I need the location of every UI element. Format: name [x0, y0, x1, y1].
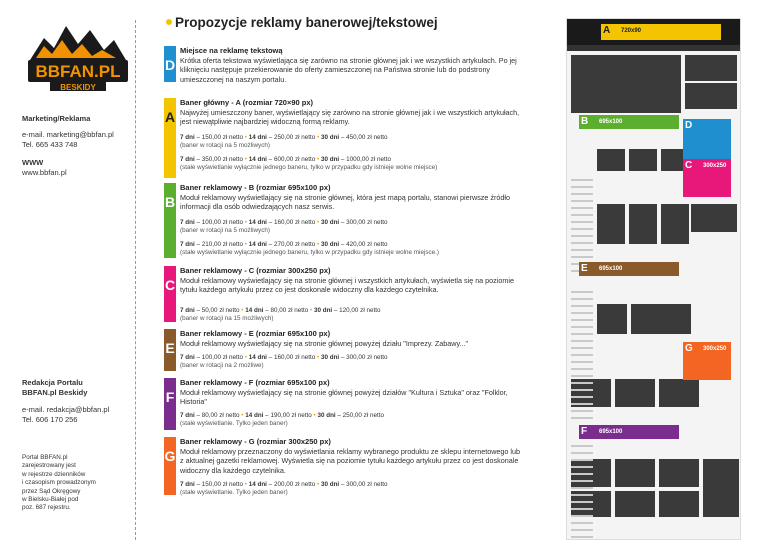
price-value: – 80,00 zł netto	[263, 307, 310, 314]
price-value: – 300,00 zł netto	[339, 219, 388, 226]
price-value: – 1000,00 zł netto	[339, 156, 391, 163]
price-value: – 200,00 zł netto	[266, 481, 317, 488]
banner-size: 695x100	[599, 429, 623, 435]
bullet-icon: •	[241, 412, 246, 419]
preview-thumbnail	[631, 304, 661, 334]
price-note: (stałe wyświetlanie wyłącznie jednego baneru, tylko w przypadku gdy istnieje wolne miejsce)	[180, 164, 438, 171]
price-period: 30 dni	[317, 412, 336, 419]
legal-line: poz. 687 rejestru.	[22, 504, 71, 512]
preview-banner-e	[579, 262, 679, 276]
preview-text-line	[571, 445, 593, 447]
section-heading: Baner reklamowy - E (rozmiar 695x100 px)	[180, 329, 331, 338]
section-text	[180, 266, 525, 295]
price-value: – 160,00 zł netto	[266, 219, 317, 226]
preview-text-line	[571, 382, 593, 384]
preview-text-line	[571, 529, 593, 531]
preview-banner-c	[683, 159, 731, 197]
price-period: 14 dni	[248, 241, 267, 248]
banner-size: 300x250	[703, 163, 727, 169]
price-period: 7 dni	[180, 219, 195, 226]
www-heading: WWW	[22, 158, 44, 167]
banner-letter: B	[581, 116, 589, 127]
section-marker: F	[164, 378, 176, 430]
price-value: – 300,00 zł netto	[339, 481, 388, 488]
price-value: – 150,00 zł netto	[194, 134, 245, 141]
preview-thumbnail	[571, 55, 681, 113]
preview-text-line	[571, 410, 593, 412]
legal-line: przez Sąd Okręgowy	[22, 487, 81, 495]
preview-nav	[567, 45, 741, 51]
preview-text-line	[571, 291, 593, 293]
preview-text-line	[571, 200, 593, 202]
bullet-icon: •	[244, 354, 249, 361]
preview-thumbnail	[629, 149, 657, 171]
bullet-icon: •	[241, 307, 246, 314]
price-note: (baner w rotacji na 5 możliwych)	[180, 142, 270, 149]
price-value: – 250,00 zł netto	[335, 412, 384, 419]
price-value: – 160,00 zł netto	[266, 354, 317, 361]
bullet-icon: •	[244, 481, 249, 488]
banner-letter: F	[581, 426, 588, 437]
price-value: – 270,00 zł netto	[266, 241, 317, 248]
preview-text-line	[571, 256, 593, 258]
preview-text-line	[571, 368, 593, 370]
section-heading: Baner reklamowy - B (rozmiar 695x100 px)	[180, 183, 331, 192]
preview-text-line	[571, 494, 593, 496]
banner-letter: A	[603, 25, 611, 36]
preview-text-line	[571, 312, 593, 314]
section-body: Najwyżej umieszczony baner, wyświetlający się zarówno na stronie głównej jak i we wszystkich artykułach, jest niewątpliwie najbardziej widoczną formą reklamy.	[180, 107, 520, 126]
bullet-icon: •	[244, 134, 249, 141]
logo-subtext: BESKIDY	[60, 83, 96, 92]
price-row	[180, 354, 525, 370]
price-value: – 190,00 zł netto	[263, 412, 314, 419]
preview-thumbnail	[597, 204, 625, 244]
page-title: Propozycje reklamy banerowej/tekstowej	[175, 15, 438, 30]
banner-size: 300x250	[703, 346, 727, 352]
legal-line: Portal BBFAN.pl	[22, 454, 68, 461]
preview-text-line	[571, 396, 593, 398]
section-body: Moduł reklamowy wyświetlający się na stronie głównej, która jest mapą portalu, stanowi pierwsze źródło informacji dla osób odwiedzających nasz serwis.	[180, 192, 510, 211]
price-period: 30 dni	[320, 219, 340, 226]
price-period: 7 dni	[180, 134, 195, 141]
preview-text-line	[571, 459, 593, 461]
preview-banner-g	[683, 342, 731, 380]
editorial-heading: Redakcja Portalu	[22, 378, 83, 387]
price-period: 14 dni	[248, 219, 267, 226]
preview-thumbnail	[597, 149, 625, 171]
bullet-icon: •	[317, 241, 321, 248]
preview-text-line	[571, 466, 593, 468]
preview-text-line	[571, 298, 593, 300]
preview-thumbnail	[685, 83, 737, 109]
preview-text-line	[571, 221, 593, 223]
price-period: 7 dni	[180, 241, 195, 248]
price-row	[180, 241, 525, 257]
section-text	[180, 183, 525, 212]
preview-text-line	[571, 508, 593, 510]
price-row	[180, 219, 525, 235]
price-value: – 100,00 zł netto	[194, 219, 245, 226]
price-period: 14 dni	[248, 156, 267, 163]
preview-text-line	[571, 319, 593, 321]
section-heading: Baner główny - A (rozmiar 720×90 px)	[180, 98, 314, 107]
price-period: 7 dni	[180, 156, 195, 163]
price-value: – 120,00 zł netto	[332, 307, 381, 314]
legal-line: zarejestrowany jest	[22, 462, 76, 470]
price-value: – 450,00 zł netto	[339, 134, 388, 141]
preview-text-line	[571, 249, 593, 251]
preview-text-line	[571, 515, 593, 517]
price-value: – 210,00 zł netto	[194, 241, 245, 248]
preview-text-line	[571, 375, 593, 377]
price-note: (baner w rotacji na 5 możliwych)	[180, 227, 270, 234]
price-period: 7 dni	[180, 481, 195, 488]
preview-text-line	[571, 522, 593, 524]
price-period: 7 dni	[180, 307, 195, 314]
section-text	[180, 46, 525, 84]
banner-letter: G	[685, 343, 693, 354]
banner-letter: D	[685, 120, 693, 131]
www-link[interactable]: www.bbfan.pl	[22, 168, 67, 177]
preview-text-line	[571, 235, 593, 237]
price-value: – 150,00 zł netto	[194, 481, 245, 488]
preview-text-line	[571, 228, 593, 230]
preview-text-line	[571, 403, 593, 405]
section-body: Moduł reklamowy przeznaczony do wyświetlania reklamy wybranego produktu ze sklepu internetowego lub z aktualnej gazetki reklamowej. Wyświetla się na poziomie tytułu każdego artykułu przez co jest doskonale widoczny dla każdego czytelnika.	[180, 446, 520, 475]
bullet-icon: •	[317, 354, 321, 361]
price-period: 14 dni	[248, 481, 267, 488]
preview-thumbnail	[615, 491, 655, 517]
price-row	[180, 481, 525, 497]
price-period: 7 dni	[180, 412, 195, 419]
preview-thumbnail	[661, 304, 691, 334]
bullet-icon: •	[244, 219, 249, 226]
preview-text-line	[571, 326, 593, 328]
section-text	[180, 98, 525, 127]
price-period: 14 dni	[248, 354, 267, 361]
section-body: Moduł reklamowy wyświetlający się na stronie głównej powyżej działu "Imprezy. Zabawy..."	[180, 338, 469, 348]
legal-line: w Bielsku-Białej pod	[22, 496, 79, 504]
section-body: Krótka oferta tekstowa wyświetlająca się zarówno na stronie głównej jak i we wszystkich artykułach. Po jej kliknięciu następuje przekierowanie do oferty zamieszczonej na Państwa stronie lub do podstrony umieszczonej na naszym portalu.	[180, 55, 517, 84]
bbfan-logo	[26, 20, 130, 92]
section-heading: Baner reklamowy - F (rozmiar 695x100 px)	[180, 378, 330, 387]
section-marker: E	[164, 329, 176, 371]
bullet-icon: •	[310, 307, 314, 314]
preview-text-line	[571, 186, 593, 188]
preview-text-line	[571, 347, 593, 349]
price-note: (stałe wyświetlanie. Tylko jeden baner)	[180, 420, 288, 427]
preview-banner-a	[601, 24, 721, 40]
preview-text-line	[571, 480, 593, 482]
preview-text-line	[571, 354, 593, 356]
price-period: 14 dni	[245, 412, 264, 419]
preview-thumbnail	[615, 459, 655, 487]
price-note: (stałe wyświetlanie. Tylko jeden baner)	[180, 489, 288, 496]
price-value: – 100,00 zł netto	[194, 354, 245, 361]
section-marker: D	[164, 46, 176, 82]
bullet-icon: •	[244, 241, 249, 248]
price-value: – 250,00 zł netto	[266, 134, 317, 141]
divider	[135, 20, 136, 540]
editorial-phone: Tel. 606 170 256	[22, 415, 78, 424]
preview-banner-f	[579, 425, 679, 439]
preview-banner-d	[683, 119, 731, 159]
preview-text-line	[571, 242, 593, 244]
preview-text-line	[571, 487, 593, 489]
section-heading: Baner reklamowy - G (rozmiar 300x250 px)	[180, 437, 331, 446]
section-marker: C	[164, 266, 176, 322]
preview-text-line	[571, 389, 593, 391]
bullet-icon: •	[317, 134, 321, 141]
price-value: – 80,00 zł netto	[194, 412, 242, 419]
preview-text-line	[571, 214, 593, 216]
price-row	[180, 156, 525, 172]
section-body: Moduł reklamowy wyświetlający się na stronie głównej i wszystkich artykułach, wyświetla się na poziomie tytułu każdego artykułu przez co jest doskonale widoczny dla każdego czytelnika.	[180, 275, 514, 294]
preview-thumbnail	[615, 379, 655, 407]
marketing-email[interactable]: e-mail. marketing@bbfan.pl	[22, 130, 114, 139]
section-marker: B	[164, 183, 176, 258]
banner-size: 695x100	[599, 266, 623, 272]
banner-letter: C	[685, 160, 693, 171]
section-marker: G	[164, 437, 176, 495]
preview-text-line	[571, 193, 593, 195]
bullet-icon: •	[313, 412, 318, 419]
preview-thumbnail	[659, 491, 699, 517]
price-period: 30 dni	[320, 156, 340, 163]
banner-size: 720x90	[621, 28, 642, 34]
preview-text-line	[571, 179, 593, 181]
bullet-icon: •	[317, 481, 321, 488]
preview-text-line	[571, 452, 593, 454]
price-period: 14 dni	[245, 307, 264, 314]
price-value: – 350,00 zł netto	[194, 156, 245, 163]
price-note: (baner w rotacji na 2 możliwe)	[180, 362, 264, 369]
preview-text-line	[571, 340, 593, 342]
price-value: – 420,00 zł netto	[339, 241, 388, 248]
editorial-email[interactable]: e-mail. redakcja@bbfan.pl	[22, 405, 110, 414]
site-preview	[566, 18, 741, 540]
price-row	[180, 412, 525, 428]
preview-text-line	[571, 536, 593, 538]
price-period: 30 dni	[320, 354, 340, 361]
bullet-icon: •	[317, 156, 321, 163]
marketing-phone: Tel. 665 433 748	[22, 140, 78, 149]
bullet-icon: •	[317, 219, 321, 226]
preview-thumbnail	[659, 459, 699, 487]
price-row	[180, 134, 525, 150]
marketing-heading: Marketing/Reklama	[22, 114, 91, 123]
price-period: 14 dni	[248, 134, 267, 141]
legal-line: w rejestrze dzienników	[22, 470, 86, 478]
price-period: 30 dni	[313, 307, 333, 314]
banner-size: 695x100	[599, 119, 623, 125]
bullet-icon: •	[244, 156, 249, 163]
title-bullet-icon	[166, 19, 172, 25]
price-period: 7 dni	[180, 354, 195, 361]
preview-text-line	[571, 333, 593, 335]
section-text	[180, 329, 525, 348]
preview-text-line	[571, 361, 593, 363]
section-heading: Miejsce na reklamę tekstową	[180, 46, 283, 55]
price-period: 30 dni	[320, 241, 340, 248]
preview-text-line	[571, 305, 593, 307]
price-row	[180, 307, 525, 323]
preview-text-line	[571, 473, 593, 475]
banner-letter: E	[581, 263, 588, 274]
price-period: 30 dni	[320, 134, 340, 141]
section-heading: Baner reklamowy - C (rozmiar 300x250 px)	[180, 266, 331, 275]
preview-thumbnail	[691, 204, 737, 232]
preview-thumbnail	[703, 459, 739, 517]
preview-thumbnail	[661, 204, 689, 244]
section-text	[180, 378, 525, 407]
preview-thumbnail	[597, 304, 627, 334]
editorial-heading-2: BBFAN.pl Beskidy	[22, 388, 88, 397]
preview-text-line	[571, 417, 593, 419]
preview-banner-b	[579, 115, 679, 129]
price-value: – 50,00 zł netto	[194, 307, 242, 314]
preview-text-line	[571, 207, 593, 209]
preview-thumbnail	[629, 204, 657, 244]
preview-thumbnail	[685, 55, 737, 81]
legal-line: i czasopism prowadzonym	[22, 479, 96, 487]
section-text	[180, 437, 525, 475]
section-marker: A	[164, 98, 176, 178]
logo-text: BBFAN.PL	[35, 62, 121, 81]
section-body: Moduł reklamowy wyświetlający się na stronie głównej powyżej działów "Kultura i Sztuka" oraz "Folklor, Historia"	[180, 387, 508, 406]
price-note: (baner w rotacji na 15 możliwych)	[180, 315, 274, 322]
preview-text-line	[571, 501, 593, 503]
price-value: – 600,00 zł netto	[266, 156, 317, 163]
legal-note	[22, 454, 96, 513]
price-note: (stałe wyświetlanie wyłącznie jednego baneru, tylko w przypadku gdy istnieje wolne miejsce.)	[180, 249, 439, 256]
preview-thumbnail	[659, 379, 699, 407]
price-period: 30 dni	[320, 481, 340, 488]
price-value: – 300,00 zł netto	[339, 354, 388, 361]
